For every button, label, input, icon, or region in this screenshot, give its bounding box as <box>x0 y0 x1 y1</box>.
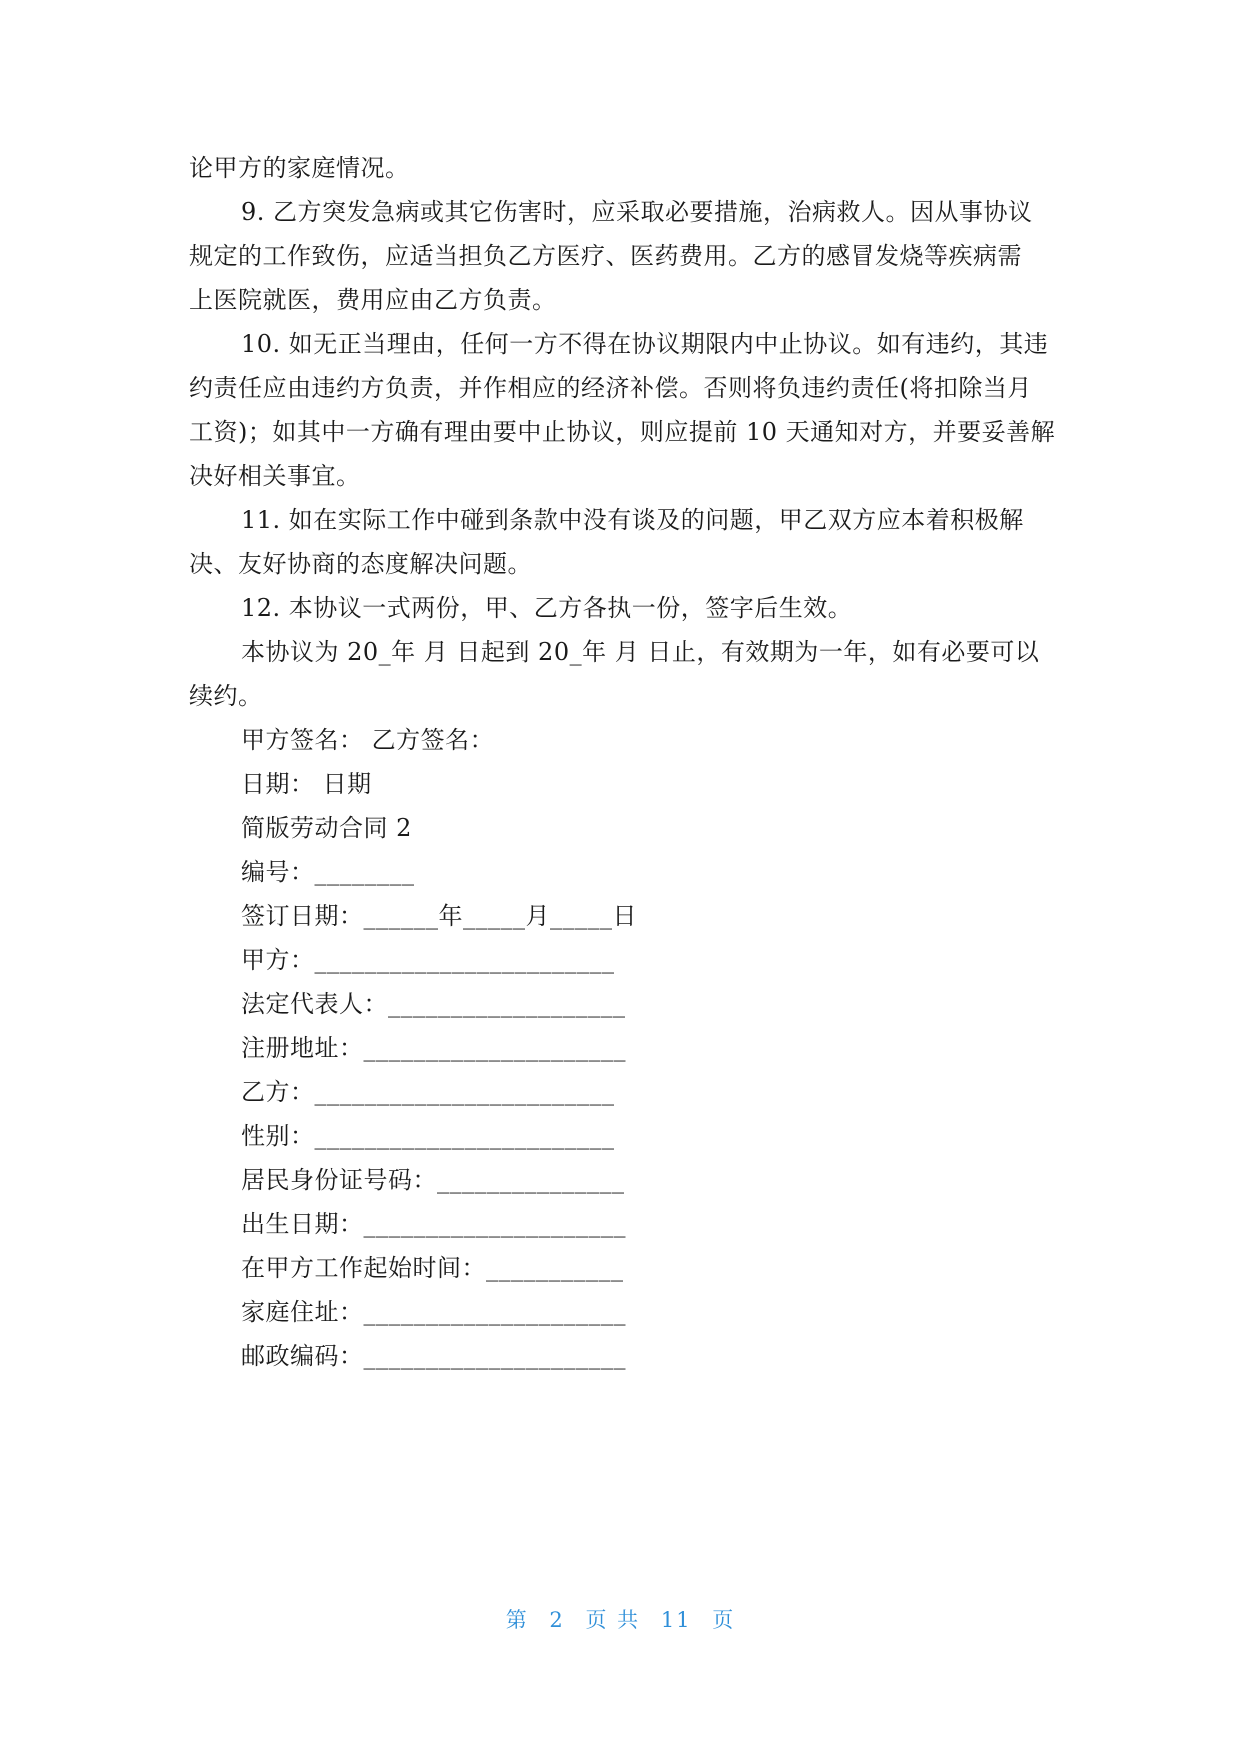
form-field-legal-rep: 法定代表人：___________________ <box>241 990 626 1018</box>
text-line: 约责任应由违约方负责，并作相应的经济补偿。否则将负违约责任(将扣除当月 <box>189 374 1032 402</box>
clause-9-line: 9. 乙方突发急病或其它伤害时，应采取必要措施，治病救人。因从事协议 <box>241 198 1033 226</box>
form-field-sign-date: 签订日期：______年_____月_____日 <box>241 902 637 930</box>
signature-line: 甲方签名： 乙方签名： <box>241 726 495 754</box>
page-footer <box>0 1604 1241 1634</box>
text-line: 决、友好协商的态度解决问题。 <box>189 550 532 578</box>
clause-10-line: 10. 如无正当理由，任何一方不得在协议期限内中止协议。如有违约，其违 <box>241 330 1049 358</box>
text-line: 工资)；如其中一方确有理由要中止协议，则应提前 10 天通知对方，并要妥善解 <box>189 418 1056 446</box>
footer-suffix: 页 <box>712 1608 736 1632</box>
form-field-start-time: 在甲方工作起始时间：___________ <box>241 1254 624 1282</box>
form-field-number: 编号：________ <box>241 858 415 886</box>
form-field-home-address: 家庭住址：_____________________ <box>241 1298 626 1326</box>
date-line: 日期： 日期 <box>241 770 372 798</box>
validity-line: 本协议为 20_年 月 日起到 20_年 月 日止，有效期为一年，如有必要可以 <box>241 638 1040 666</box>
form-field-party-a: 甲方：________________________ <box>241 946 615 974</box>
form-field-postal-code: 邮政编码：_____________________ <box>241 1342 626 1370</box>
form-field-birth-date: 出生日期：_____________________ <box>241 1210 626 1238</box>
footer-page-number: 2 <box>549 1608 565 1632</box>
form-field-gender: 性别：________________________ <box>241 1122 615 1150</box>
clause-11-line: 11. 如在实际工作中碰到条款中没有谈及的问题，甲乙双方应本着积极解 <box>241 506 1024 534</box>
section-title: 简版劳动合同 2 <box>241 814 412 842</box>
clause-12-line: 12. 本协议一式两份，甲、乙方各执一份，签字后生效。 <box>241 594 853 622</box>
form-field-party-b: 乙方：________________________ <box>241 1078 615 1106</box>
text-line: 续约。 <box>189 682 263 710</box>
footer-middle: 页 共 <box>585 1608 641 1632</box>
text-line: 决好相关事宜。 <box>189 462 361 490</box>
footer-prefix: 第 <box>505 1608 529 1632</box>
text-line: 论甲方的家庭情况。 <box>189 154 410 182</box>
text-line: 上医院就医，费用应由乙方负责。 <box>189 286 557 314</box>
text-line: 规定的工作致伤，应适当担负乙方医疗、医药费用。乙方的感冒发烧等疾病需 <box>189 242 1022 270</box>
form-field-reg-address: 注册地址：_____________________ <box>241 1034 626 1062</box>
form-field-id-number: 居民身份证号码：_______________ <box>241 1166 625 1194</box>
footer-total-pages: 11 <box>660 1608 692 1632</box>
